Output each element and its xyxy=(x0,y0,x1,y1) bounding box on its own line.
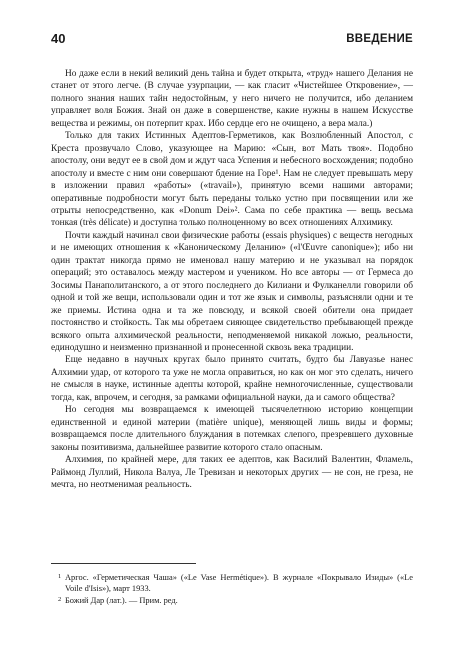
page-number: 40 xyxy=(51,31,66,46)
footnote-divider xyxy=(51,563,196,564)
footnotes xyxy=(51,572,413,606)
footnote-number: 1 xyxy=(58,573,62,580)
footnote-number: 2 xyxy=(58,595,62,603)
page-header xyxy=(51,31,413,47)
footnote xyxy=(51,572,413,595)
main-text xyxy=(51,68,413,491)
paragraph: Алхимия, по крайней мере, для таких ее адептов, как Василий Валентин, Фламель, Раймонд Луллий, Никола Валуа, Ле Тревизан и некоторых других — не сон, не греза, не мечта, но неотменимая реальность. xyxy=(51,455,413,490)
footnote-text: Божий Дар (лат.). — Прим. ред. xyxy=(65,595,178,605)
paragraph: Почти каждый начинал свои физические работы (essais physiques) с веществ негодных и не имеющих отношения к «Каноническому Деланию» («l'Œuvre canonique»); ибо ни один трактат никогда прямо не именовал нашу материю и не указывал на порядок операций; это оставалось между мастером и учеником. Но все авторы — от Гермеса до Зосимы Панаполитанского, а от этого последнего до Килиани и Фулканелли говорили об одной и той же вещи, использовали один и тот же язык и символы, разъясняли одни и те же приемы. Истина одна и та же повсюду, и всякой своей обители она придает постоянство и стойкость. Так мы обретаем сияющее свидетельство пребывающей прежде всякого опыта алхимической реальности, неподменяемой никакой ложью, реальности, единодушно и неизменно признанной и пронесенной сквозь века традиции. xyxy=(51,230,413,353)
paragraph: Но даже если в некий великий день тайна и будет открыта, «труд» нашего Делания не станет от этого легче. (В случае узурпации, — как гласит «Чистейшее Откровение», — полного знания наших тайн недостойным, у него ничего не получится, ибо деланием управляет воля Божия. Знай он даже в совершенстве, какие нужны в нашем Искусстве вещества и режимы, он потерпит крах. Ибо сердце его не очищено, а вера мала.) xyxy=(51,69,413,129)
running-head: ВВЕДЕНИЕ xyxy=(346,33,413,45)
paragraph: Но сегодня мы возвращаемся к имеющей тысячелетнюю историю концепции единственной и единой материи (matière unique), меняющей лишь виды и формы; возвращаемся после длительного блуждания в потемках слепого, презревшего духовные законы позитивизма, дальнейшее развитие которого стало опасным. xyxy=(51,405,413,453)
paragraph: Только для таких Истинных Адептов-Герметиков, как Возлюбленный Апостол, с Креста прозвучало Слово, указующее на Марию: «Сын, вот Мать твоя». Подобно апостолу, они ведут ее в свой дом и ждут часа Успения и небесного восхождения; подобно апостолу и вместе с ним они совершают бдение на Горе¹. Нам не следует превышать меру в изложении правил «работы» («travail»), принятую всеми нашими авторами; оперативные подробности могут быть переданы только устно при посвящении или же отрыты непосредственно, как «Donum Dei»². Сама по себе практика — вещь весьма тонкая (très délicate) и доступна только полноценному во всех отношениях Алхимику. xyxy=(51,131,413,229)
footnote-text: Аргос. «Герметическая Чаша» («Le Vase Hermétique»). В журнале «Покрывало Изиды» («Le Voile d'Isis»), март 1933. xyxy=(65,573,413,594)
footnote xyxy=(51,595,413,606)
paragraph: Еще недавно в научных кругах было принято считать, будто бы Лавуазье нанес Алхимии удар, от которого та уже не могла оправиться, но как он мог это сделать, ничего не смысля в науке, истинные адепты которой, крайне немногочисленные, существовали тогда, как, впрочем, и сегодня, за рамками официальной науки, да и самого общества? xyxy=(51,355,413,403)
